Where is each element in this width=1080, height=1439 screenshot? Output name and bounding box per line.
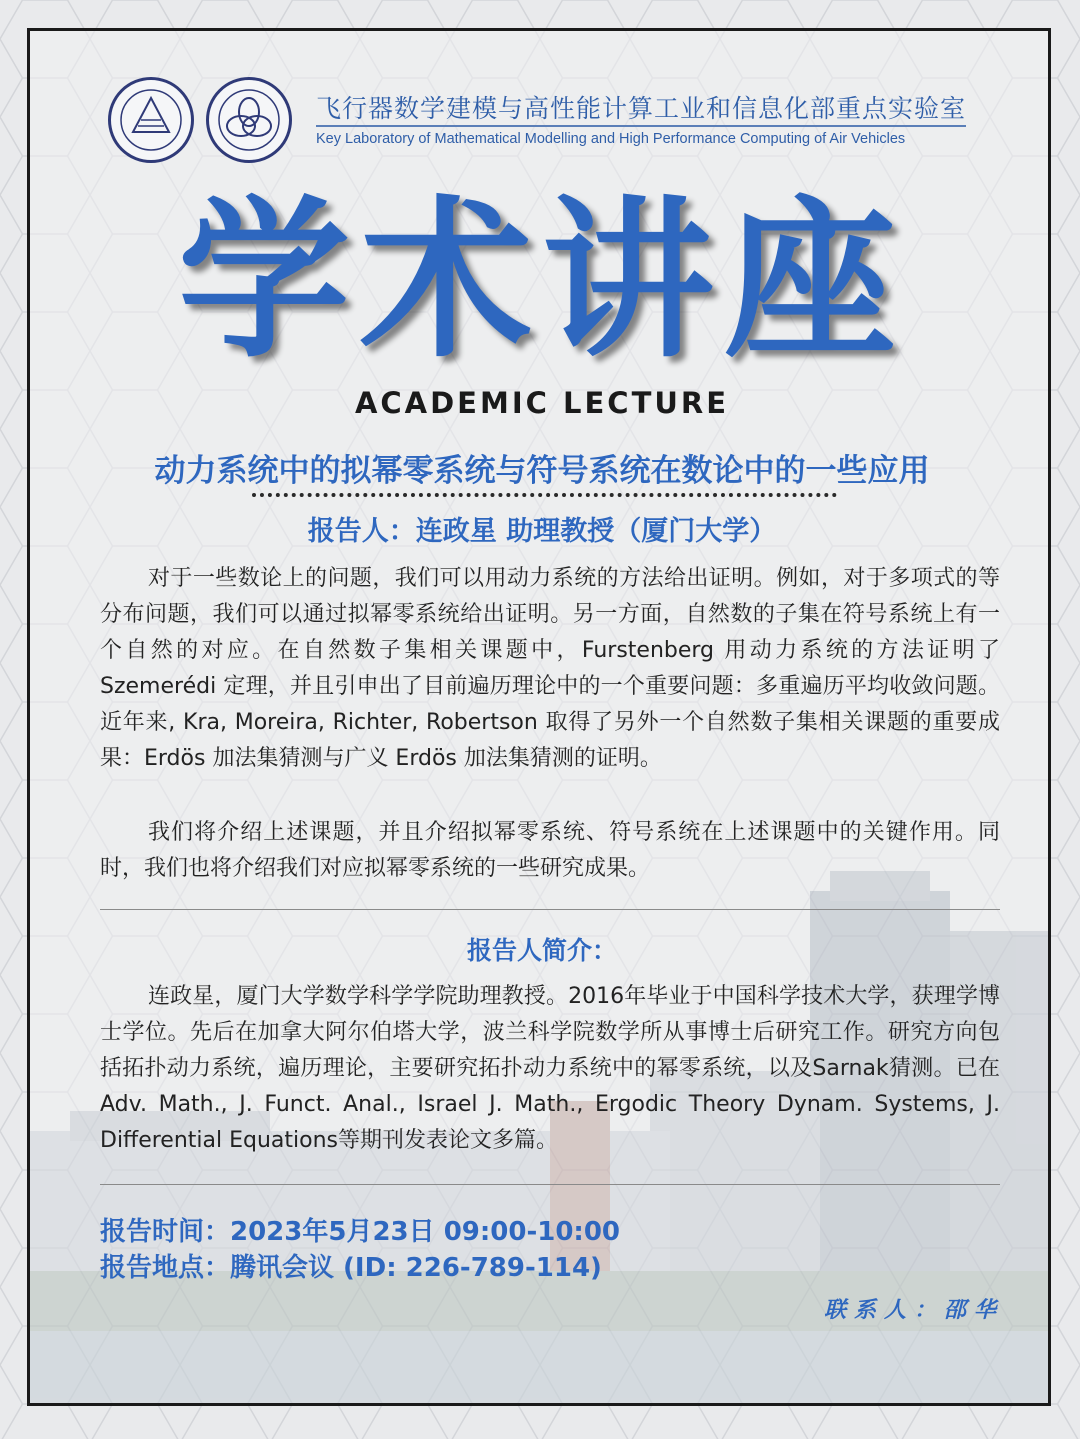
section-divider	[100, 909, 1000, 910]
abstract-paragraph-1: 对于一些数论上的问题，我们可以用动力系统的方法给出证明。例如，对于多项式的等分布问题，我们可以通过拟幂零系统给出证明。另一方面，自然数的子集在符号系统上有一个自然的对应。在自然数子集相关课题中，Furstenberg 用动力系统的方法证明了 Szemerédi 定理，并且引申出了目前遍历理论中的一个重要问题：多重遍历平均收敛问题。近年来, Kra, Moreira, Richter, Robertson 取得了另外一个自然数子集相关课题的重要成果：Erdös 加法集猜测与广义 Erdös 加法集猜测的证明。	[100, 566, 1000, 771]
speaker-line: 报告人：连政星 助理教授（厦门大学）	[307, 516, 777, 547]
bio-heading: 报告人简介：	[466, 936, 617, 965]
poster-title: 学术讲座	[178, 180, 906, 381]
laboratory-seal-logo	[206, 77, 292, 163]
poster-subtitle: ACADEMIC LECTURE	[354, 386, 730, 420]
university-seal-logo	[108, 77, 194, 163]
poster-frame	[27, 28, 1051, 1406]
lab-name-chinese: 飞行器数学建模与高性能计算工业和信息化部重点实验室	[316, 94, 967, 123]
dotted-divider	[252, 493, 837, 497]
lab-name-english: Key Laboratory of Mathematical Modelling and High Performance Computing of Air Vehicles	[316, 131, 906, 147]
abstract-paragraph-2: 我们将介绍上述课题，并且介绍拟幂零系统、符号系统在上述课题中的关键作用。同时，我们也将介绍我们对应拟幂零系统的一些研究成果。	[100, 820, 1000, 881]
lab-name-divider	[316, 125, 966, 127]
section-divider	[100, 1184, 1000, 1185]
bio-paragraph: 连政星，厦门大学数学科学学院助理教授。2016年毕业于中国科学技术大学，获理学博士学位。先后在加拿大阿尔伯塔大学，波兰科学院数学所从事博士后研究工作。研究方向包括拓扑动力系统，遍历理论，主要研究拓扑动力系统中的幂零系统，以及Sarnak猜测。已在Adv. Math., J. Funct. Anal., Israel J. Math., Ergodic Theory Dynam. Systems, J. Differential Equations等期刊发表论文多篇。	[100, 984, 1000, 1153]
contact-person: 联系人：邵华	[824, 1298, 1005, 1323]
lecture-time: 报告时间：2023年5月23日 09:00-10:00	[100, 1217, 621, 1247]
lecture-place: 报告地点：腾讯会议 (ID: 226-789-114)	[100, 1253, 602, 1283]
lecture-topic: 动力系统中的拟幂零系统与符号系统在数论中的一些应用	[154, 453, 930, 489]
